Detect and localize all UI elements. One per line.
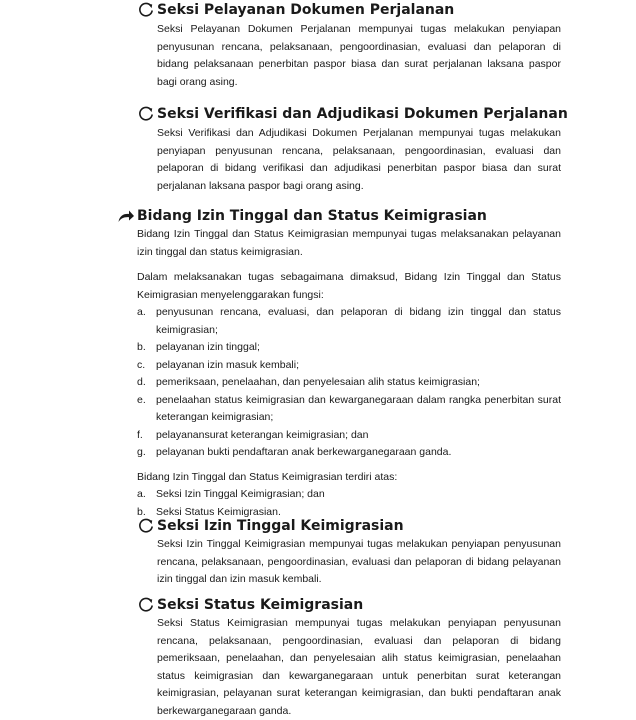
section-pelayanan-dokumen — [137, 1, 561, 91]
bidang-intro: Bidang Izin Tinggal dan Status Keimigrasian mempunyai tugas melaksanakan pelayanan izin tinggal dan status keimigrasian. — [137, 228, 561, 258]
refresh-icon — [137, 517, 155, 535]
section-heading — [137, 517, 561, 535]
section-heading — [137, 1, 561, 19]
section-body: Seksi Verifikasi dan Adjudikasi Dokumen Perjalanan mempunyai tugas melakukan penyiapan penyusunan rencana, pelaksanaan, pengoordinasian, evaluasi dan pelaporan di bidang verifikasi dan adjudikasi penerbitan paspor biasa dan surat perjalanan laksana paspor bagi orang asing. — [157, 127, 561, 192]
functions-intro: Dalam melaksanakan tugas sebagaimana dimaksud, Bidang Izin Tinggal dan Status Keimigrasian menyelenggarakan fungsi: — [137, 271, 561, 301]
list-item: d. pemeriksaan, penelaahan, dan penyelesaian alih status keimigrasian; — [137, 376, 480, 388]
list-item: g. pelayanan bukti pendaftaran anak berkewarganegaraan ganda. — [137, 446, 452, 458]
list-item: b. Seksi Status Keimigrasian. — [137, 505, 281, 518]
section-title: Seksi Izin Tinggal Keimigrasian — [157, 518, 404, 534]
list-item: f. pelayanansurat keterangan keimigrasian; dan — [137, 428, 369, 441]
list-item: a. penyusunan rencana, evaluasi, dan pelaporan di bidang izin tinggal dan status keimigrasian; — [137, 306, 561, 336]
refresh-icon — [137, 596, 155, 614]
section-body: Seksi Pelayanan Dokumen Perjalanan mempunyai tugas melakukan penyiapan penyusunan rencana, pelaksanaan, pengoordinasian, evaluasi dan pelaporan di bidang pelaksanaan penerbitan paspor biasa dan surat perjalanan laksana paspor bagi orang asing. — [157, 23, 561, 88]
list-item: a. Seksi Izin Tinggal Keimigrasian; dan — [137, 488, 325, 500]
list-item: b. pelayanan izin tinggal; — [137, 341, 260, 353]
section-status-keimigrasian — [137, 596, 561, 720]
consists-list — [137, 486, 561, 521]
curved-arrow-right-icon — [117, 207, 135, 225]
section-heading — [137, 105, 568, 123]
section-izin-tinggal-keimigrasian — [137, 517, 561, 589]
refresh-icon — [137, 1, 155, 19]
list-item: e. penelaahan status keimigrasian dan kewarganegaraan dalam rangka penerbitan surat keterangan keimigrasian; — [137, 393, 561, 423]
section-body: Seksi Status Keimigrasian mempunyai tugas melakukan penyiapan penyusunan rencana, pelaksanaan, pengoordinasian, evaluasi dan pelaporan di bidang pemeriksaan, penelaahan, dan penyelesaian alih status keimigrasian, penelaahan status keimigrasian dan kewarganegaraan untuk penerbitan surat keterangan keimigrasian, pelayanan surat keterangan keimigrasian, dan bukti pendaftaran anak berkewarganegaraan ganda. — [157, 617, 561, 717]
section-bidang-izin-tinggal — [117, 207, 561, 521]
list-item: c. pelayanan izin masuk kembali; — [137, 358, 299, 371]
section-heading — [117, 207, 561, 225]
section-title: Seksi Status Keimigrasian — [157, 597, 364, 613]
section-title: Bidang Izin Tinggal dan Status Keimigrasian — [137, 208, 487, 224]
section-heading — [137, 596, 561, 614]
section-title: Seksi Verifikasi dan Adjudikasi Dokumen Perjalanan — [157, 106, 568, 122]
consists-intro: Bidang Izin Tinggal dan Status Keimigrasian terdiri atas: — [137, 470, 398, 483]
section-verifikasi-adjudikasi — [137, 105, 568, 195]
section-body: Seksi Izin Tinggal Keimigrasian mempunyai tugas melakukan penyiapan penyusunan rencana, pelaksanaan, pengoordinasian, evaluasi dan pelaporan di bidang pelayanan izin tinggal dan izin masuk kembali. — [157, 538, 561, 585]
section-title: Seksi Pelayanan Dokumen Perjalanan — [157, 2, 455, 18]
functions-list — [137, 304, 561, 462]
refresh-icon — [137, 105, 155, 123]
